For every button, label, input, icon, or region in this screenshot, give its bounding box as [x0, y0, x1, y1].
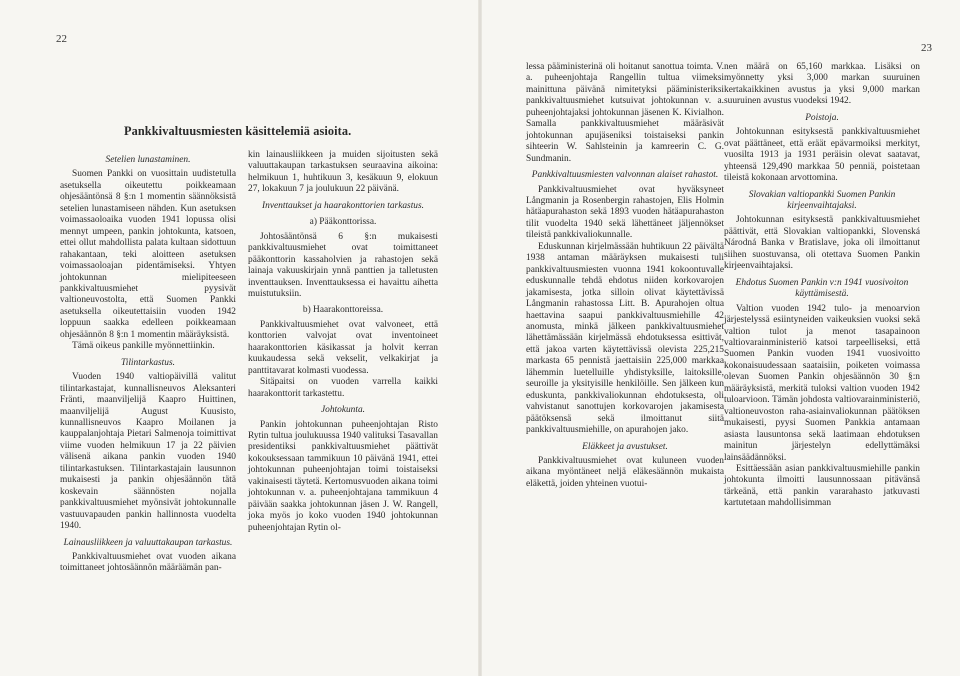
paragraph: kin lainausliikkeen ja muiden sijoitusten sekä valuuttakaupan tarkastuksen seuraavina aikoina: helmikuun 1, huhtikuun 3, kesäkuun 9, elokuun 27, lokakuun 7 ja joulukuun 22 päivänä. [248, 150, 438, 195]
subsection-heading: a) Pääkonttorissa. [309, 217, 377, 228]
paragraph: Pankin johtokunnan puheenjohtajan Risto Rytin tultua joulukuussa 1940 valituksi Tasavallan presidentiksi pankkivaltuusmiehet päättivät kokouksessaan tammikuun 10 päivänä 1941, ettei johtokunnan puheenjohtajan toimi toistaiseksi vakinaisesti täytetä. Kertomusvuoden aikana toimi johtokunnan v. a. puheenjohtajana tammikuun 4 päivään saakka johtokunnan jäsen J. W. Rangell, joka myös jo koko vuoden 1940 johtokunnan puheenjohtajan Rytin ol- [248, 419, 438, 533]
section-heading: Johtokunta. [320, 405, 365, 416]
paragraph: Pankkivaltuusmiehet ovat hyväksyneet Långmanin ja Rosenbergin rahastojen, Elis Holmin hätäapurahaston sekä 1893 vuoden hätäapurahaston tilit vuodelta 1940 sekä lähettäneet jäljennökset tileistä pankkivaliokunnalle. [526, 184, 724, 241]
paragraph: Valtion vuoden 1942 tulo- ja menoarvion järjestelyssä esiintyneiden vaikeuksien vuoksi sekä valtion tulot ja menot tasapainoon valtiovarainministeriö katsoi tarpeelliseksi, että Suomen Pankin vuoden 1941 vuosivoitto kokonaisuudessaan saataisiin, poiketen voimassa olevan Suomen Pankin ohjesäännön 30 §:n määräyksistä, merkitä tuloksi valtion vuoden 1942 tuloarvioon. Tämän johdosta valtiovarainministeriö, valtioneuvoston raha-asiainvaliokunnan päätöksen mukaisesti, pyysi Suomen Pankkia antamaan asiasta lausuntonsa sekä laatimaan ehdotuksen mainitun järjestelyn edellyttämäksi lainsäädännöksi. [724, 303, 920, 463]
page-number-left: 22 [56, 33, 67, 45]
section-heading: Tilintarkastus. [121, 357, 175, 368]
section-heading: Poistoja. [805, 112, 839, 123]
paragraph: Pankkivaltuusmiehet ovat kuluneen vuoden aikana myöntäneet neljä eläkesäännön mukaista eläkettä, joiden yhteinen vuotui- [526, 455, 724, 489]
section-heading: Setelien lunastaminen. [105, 155, 191, 165]
paragraph: Eduskunnan kirjelmässään huhtikuun 22 päivältä 1938 antaman määräyksen mukaisesti tuli pankkivaltuusmiesten vuonna 1941 kokoontuvalle eduskunnalle tehdä ehdotus niiden korkovarojen jakamisesta, jotka silloin olivat käytettävissä Långmanin rahastossa Litt. B. Apurahojen oltua haettavina saapui pankkivaltuusmiehille 42 anomusta, minkä jälkeen pankkivaltuusmiehet lähettämässään kirjelmässä ehdotuksessa esittivät, että jakoa varten käytettävissä olevista 225,215 markasta 65 pennistä jaettaisiin 225,000 markkaa lähemmin luetelluille yhdistyksille, laitoksille, seuroille ja yksityisille henkilöille. Sen jälkeen kun eduskunta, pankkivaliokunnan ehdotuksesta, oli vahvistanut sanottujen korkovarojen jakamisesta päätöksensä sekä ilmoittanut siitä pankkivaltuusmiehille, on apurahojen jako. [526, 241, 724, 436]
paragraph: Johtokunnan esityksestä pankkivaltuusmiehet ovat päättäneet, että eräät epävarmoiksi merkityt, vuosilta 1913 ja 1931 peräisin olevat saatavat, yhteensä 129,490 markkaa 50 penniä, poistetaan tileistä kokonaan arvottomina. [724, 127, 920, 184]
text-column-3 [526, 62, 724, 490]
text-column-1 [60, 150, 236, 575]
paragraph: nen määrä on 65,160 markkaa. Lisäksi on myönnetty yksi 3,000 markan suuruinen kertakaikkinen avustus ja yksi 9,000 markan suuruinen avustus vuodeksi 1942. [724, 62, 920, 107]
paragraph: Johtokunnan esityksestä pankkivaltuusmiehet päättivät, että Slovakian valtiopankki, Slovenská Národná Banka v Bratislave, joka oli ilmoittanut siihen suostuvansa, oli otettava Suomen Pankin kirjeenvaihtajaksi. [724, 215, 920, 272]
text-column-2 [248, 150, 438, 534]
paragraph: lessa pääministerinä oli hoitanut sanottua toimta. V. a. puheenjohtaja Rangellin tultua viimeksi mainittuna päivänä nimitetyksi pääministeriksi pankkivaltuusmiehet kutsuivat johtokunnan v. a. puheenjohtajaksi johtokunnan jäsenen K. Kivialhon. Samalla pankkivaltuusmiehet määräsivät johtokunnan apujäseniksi toistaiseksi pankin sihteerin W. Sahlsteinin ja kamreerin C. G. Sundmanin. [526, 62, 724, 164]
paragraph: Pankkivaltuusmiehet ovat vuoden aikana toimittaneet johtosäännön määräämän pan- [60, 551, 236, 574]
paragraph: Sitäpaitsi on vuoden varrella kaikki haarakonttorit tarkastettu. [248, 377, 438, 399]
paragraph: Vuoden 1940 valtiopäivillä valitut tilintarkastajat, kunnallisneuvos Aleksanteri Fränti, maanviljelijä Kaapro Huittinen, maanviljelijä August Kuusisto, kunnallisneuvos Kaapro Moilanen ja kauppalanjohtaja Pietari Salmenoja toimittivat viime vuoden helmikuun 17 ja 22 päivien välisenä aikana pankin vuoden 1940 tilintarkastuksen. Tilintarkastajain lausunnon mukaisesti ja pankin ohjesäännön tätä koskevain säännösten nojalla pankkivaltuusmiehet myönsivät johtokunnalle vastuuvapauden pankin hallinnosta vuodelta 1940. [60, 372, 236, 532]
section-heading: Lainausliikkeen ja valuuttakaupan tarkastus. [63, 537, 233, 548]
section-heading: Ehdotus Suomen Pankin v:n 1941 vuosivoiton käyttämisestä. [735, 277, 909, 300]
paragraph: Suomen Pankki on vuosittain uudistetulla asetuksella oikeutettu poikkeamaan ohjesääntönsä 8 §:n 1 momentin säännöksistä setelien lunastamiseen nähden. Kun asetuksen voimassaoloaika vuoden 1941 lopussa olisi mennyt umpeen, pankin johtokunta, katsoen, ettei ollut mahdollista palata kultaan sidottuun rahakantaan, teki aloitteen asetuksen voimassaoloajan pidentämiseksi. Yhtyen johtokunnan mielipiteeseen pankkivaltuusmiehet pyysivät valtioneuvostolta, että Suomen Pankki asetuksella oikeutettaisiin vuoden 1942 loppuun saakka edelleen poikkeamaan ohjesäännön 8 §:n 1 momentin määräyksistä. [60, 169, 236, 340]
paragraph: Johtosääntönsä 6 §:n mukaisesti pankkivaltuusmiehet ovat toimittaneet pääkonttorin kassaholvien ja rahastojen sekä lainaja vakuuskirjain ynnä panttien ja talletusten inventtauksen. Inventtauksessa ei havaittu aihetta muistutuksiin. [248, 231, 438, 299]
paragraph: Esittäessään asian pankkivaltuusmiehille pankin johtokunta ilmoitti lausunnossaan pitävänsä tärkeänä, että pankin vararahasto jatkuvasti kartutetaan mahdollisimman [724, 463, 920, 509]
page-number-right: 23 [921, 42, 932, 54]
section-heading: Eläkkeet ja avustukset. [582, 441, 668, 452]
paragraph: Tämä oikeus pankille myönnettiinkin. [72, 341, 215, 352]
section-heading: Pankkivaltuusmiesten valvonnan alaiset rahastot. [531, 170, 719, 181]
paragraph: Pankkivaltuusmiehet ovat valvoneet, että konttorien valvojat ovat inventoineet haarakonttorien käsikassat ja holvit kerran kuukaudessa sekä vekselit, velkakirjat ja panttitavarat kolmasti vuodessa. [248, 319, 438, 376]
section-heading: Inventtaukset ja haarakonttorien tarkastus. [262, 200, 424, 211]
section-heading: Slovakian valtiopankki Suomen Pankin kirjeenvaihtajaksi. [748, 189, 896, 211]
text-column-4 [724, 62, 920, 510]
right-page [480, 0, 960, 676]
subsection-heading: b) Haarakonttoreissa. [302, 305, 384, 316]
section-title: Pankkivaltuusmiesten käsittelemiä asioita. [124, 124, 352, 138]
